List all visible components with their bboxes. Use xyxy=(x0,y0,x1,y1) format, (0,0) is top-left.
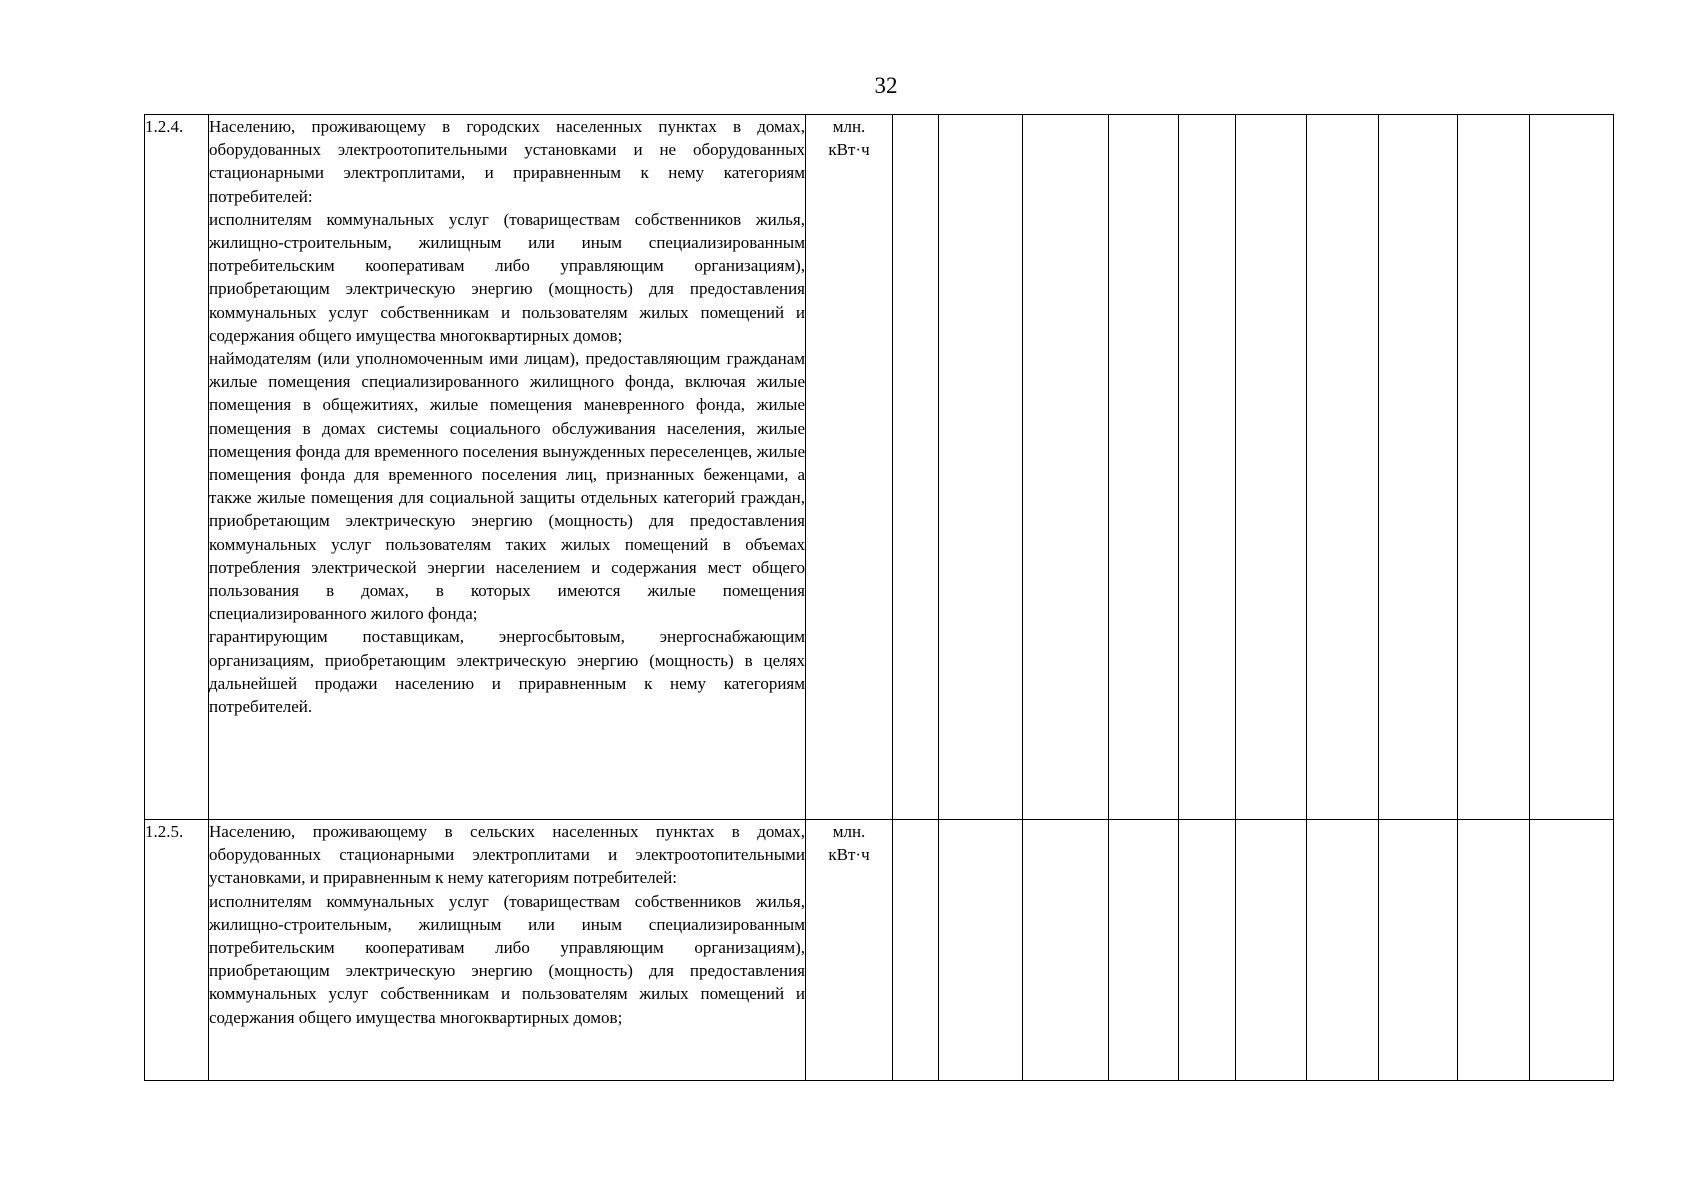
value-cell xyxy=(1458,115,1530,820)
description-cell xyxy=(209,115,806,820)
value-cell xyxy=(1307,115,1379,820)
value-cell xyxy=(1530,115,1614,820)
value-cell xyxy=(1109,820,1179,1081)
unit-label-line: кВт·ч xyxy=(828,845,870,865)
table-row xyxy=(145,115,1614,820)
value-cell xyxy=(1530,820,1614,1081)
description-paragraph: исполнителям коммунальных услуг (товариществам собственников жилья, жилищно-строительным, жилищным или иным специализированным потребительским кооперативам либо управляющим организациям), приобретающим электрическую энергию (мощность) для предоставления коммунальных услуг собственникам и пользователям жилых помещений и содержания общего имущества многоквартирных домов; xyxy=(209,891,805,1027)
value-cell xyxy=(939,820,1023,1081)
value-cell xyxy=(1179,820,1236,1081)
unit-label-line: кВт·ч xyxy=(828,140,870,160)
table-row xyxy=(145,820,1614,1081)
value-cell xyxy=(1379,115,1458,820)
unit-cell xyxy=(806,820,893,1081)
description-paragraph: Населению, проживающему в сельских населенных пунктах в домах, оборудованных стационарными электроплитами и электроотопительными установками, и приравненным к нему категориям потребителей: xyxy=(209,822,805,888)
row-number-cell: 1.2.4. xyxy=(145,115,209,820)
unit-label-line: млн. xyxy=(832,822,866,841)
unit-label-line: млн. xyxy=(832,117,866,136)
value-cell xyxy=(1023,820,1109,1081)
value-cell xyxy=(893,820,939,1081)
value-cell xyxy=(1307,820,1379,1081)
description-paragraph: Населению, проживающему в городских населенных пунктах в домах, оборудованных электроотопительными установками и не оборудованных стационарными электроплитами, и приравненным к нему категориям потребителей: xyxy=(209,117,805,206)
value-cell xyxy=(939,115,1023,820)
value-cell xyxy=(1109,115,1179,820)
data-table xyxy=(144,114,1614,1081)
value-cell xyxy=(1023,115,1109,820)
page-number: 32 xyxy=(874,73,898,98)
description-paragraph: наймодателям (или уполномоченным ими лицам), предоставляющим гражданам жилые помещения специализированного жилищного фонда, включая жилые помещения в общежитиях, жилые помещения маневренного фонда, жилые помещения в домах системы социального обслуживания населения, жилые помещения фонда для временного поселения вынужденных переселенцев, жилые помещения фонда для временного поселения лиц, признанных беженцами, а также жилые помещения для социальной защиты отдельных категорий граждан, приобретающим электрическую энергию (мощность) для предоставления коммунальных услуг пользователям таких жилых помещений в объемах потребления электрической энергии населением и содержания мест общего пользования в домах, в которых имеются жилые помещения специализированного жилого фонда; xyxy=(209,349,805,624)
value-cell xyxy=(1458,820,1530,1081)
value-cell xyxy=(1236,115,1307,820)
description-cell xyxy=(209,820,806,1081)
description-paragraph: исполнителям коммунальных услуг (товариществам собственников жилья, жилищно-строительным, жилищным или иным специализированным потребительским кооперативам либо управляющим организациям), приобретающим электрическую энергию (мощность) для предоставления коммунальных услуг собственникам и пользователям жилых помещений и содержания общего имущества многоквартирных домов; xyxy=(209,209,805,345)
table-body xyxy=(145,115,1614,1081)
value-cell xyxy=(1179,115,1236,820)
value-cell xyxy=(893,115,939,820)
unit-cell xyxy=(806,115,893,820)
value-cell xyxy=(1379,820,1458,1081)
value-cell xyxy=(1236,820,1307,1081)
description-paragraph: гарантирующим поставщикам, энергосбытовым, энергоснабжающим организациям, приобретающим электрическую энергию (мощность) в целях дальнейшей продажи населению и приравненным к нему категориям потребителей. xyxy=(209,627,805,717)
row-number-cell: 1.2.5. xyxy=(145,820,209,1081)
